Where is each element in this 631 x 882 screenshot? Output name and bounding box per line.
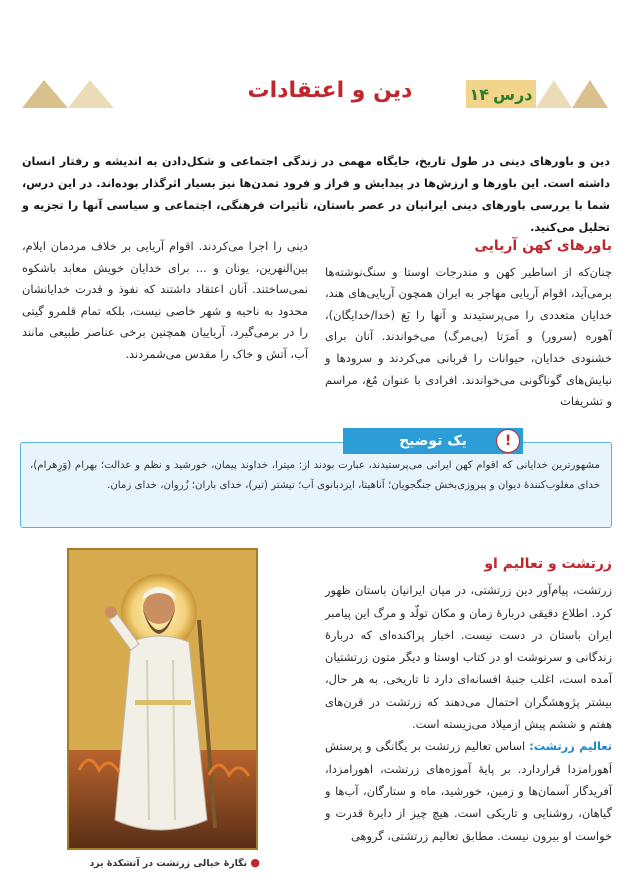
lesson-label: درس: [493, 84, 533, 104]
note-box-text: مشهورترین خدایانی که اقوام کهن ایرانی می‌پرستیدند، عبارت بودند از: میترا، خداوند پیمان، خورشید و نظم و عدالت؛ بهرام (وَرِهرام)، خدای مغلوب‌کنندهٔ دیوان و پیروزی‌بخش جنگجویان؛ آناهیتا، ایزدبانوی آب؛ تیشتر (تیر)، خدای باران؛ زُروان، خدای زمان.: [30, 460, 600, 491]
aryan-section-left: [22, 236, 308, 366]
header-ornament-right: [536, 80, 610, 108]
teachings-text: اساس تعالیم زرتشت بر یگانگی و پرستش اَهورامزدا قراردارد. بر پایهٔ آموزه‌های زرتشت، اهورامزدا، آفریدگار آسمان‌ها و زمین، خورشید، ماه و ستارگان، آب‌ها و گیاهان، روشنایی و تاریکی است. هیچ چیز از دایرهٔ قدرت و خواست او بیرون نیست. مطابق تعالیم زرتشتی، گروهی: [325, 739, 612, 843]
caption-text: نگارهٔ خیالی زرتشت در آتشکدهٔ یزد: [89, 858, 248, 869]
zoroaster-painting: [67, 548, 258, 850]
exclamation-icon: !: [496, 429, 520, 453]
aryan-paragraph-1: چنان‌که از اساطیر کهن و مندرجات اوستا و سنگ‌نوشته‌ها برمی‌آید، اقوام آریایی مهاجر به ایران همچون آریایی‌های هند، خدایان متعددی را می‌پرستیدند و آنها را بَغ (خدا/خدایگان)، آهوره (سرور) و اَمرَتا (بی‌مرگ) می‌خواندند. آنان برای خشنودی خدایان، حیوانات را قربانی می‌کردند و سرودها و نیایش‌های گوناگونی می‌خواندند. افرادی با عنوان مُغ، مراسم و تشریفات: [325, 264, 612, 409]
intro-paragraph: دین و باورهای دینی در طول تاریخ، جایگاه مهمی در زندگی اجتماعی و شکل‌دادن به اندیشه و رفتار انسان داشته است. این باورها و ارزش‌ها در پیدایش و فراز و فرود تمدن‌ها نیز بسیار اثرگذار بوده‌اند. در این درس، شما با بررسی باورهای دینی ایرانیان در عصر باستان، تأثیرات فرهنگی، اجتماعی و سیاسی آنها را تجزیه و تحلیل می‌کنید.: [22, 155, 610, 234]
page-title: دین و اعتقادات: [247, 78, 413, 103]
figure-caption: [60, 856, 260, 869]
aryan-paragraph-2: دینی را اجرا می‌کردند. اقوام آریایی بر خلاف مردمان ایلام، بین‌النهرین، یونان و ... برای خدایان خویش معابد باشکوه نمی‌ساختند. آنان اعتقاد داشتند که نفوذ و قدرت خدایانشان محدود به ناحیه و شهر خاصی نیست، بلکه تمام قلمرو گیتی را در برمی‌گیرد. آریاییان همچنین برخی عناصر طبیعی مانند آب، آتش و خاک را مقدس می‌شمردند.: [22, 239, 308, 361]
bullet-icon: ●: [250, 856, 260, 869]
aryan-section-right: [325, 236, 612, 413]
section-heading: باورهای کهن آریایی: [474, 238, 612, 254]
section-heading: زرتشت و تعالیم او: [484, 556, 612, 572]
note-box-title: یک توضیح: [343, 428, 523, 454]
zoroaster-paragraph-2: [325, 735, 612, 846]
teachings-subheading: تعالیم زرتشت:: [529, 739, 612, 754]
zoroaster-section: [325, 553, 612, 847]
lesson-number: ۱۴: [469, 84, 490, 104]
header-ornament-left: [22, 80, 117, 108]
lesson-badge: [466, 80, 536, 108]
zoroaster-paragraph-1: زرتشت، پیام‌آور دین زرتشتی، در میان ایرانیان باستان ظهور کرد. اطلاع دقیقی دربارهٔ زمان و مکان تولّد و مرگ این پیامبر ایران باستان در دست نیست. اخبار پراکنده‌ای که دربارهٔ زندگانی و سرنوشت او در کتاب اوستا و دیگر متون زرتشتیان آمده است، اغلب جنبهٔ افسانه‌ای دارد تا تاریخی. به هر حال، بیشتر پژوهشگران احتمال می‌دهند که زرتشت در قرن‌های هفتم و ششم پیش ازمیلاد می‌زیسته است.: [325, 583, 612, 732]
